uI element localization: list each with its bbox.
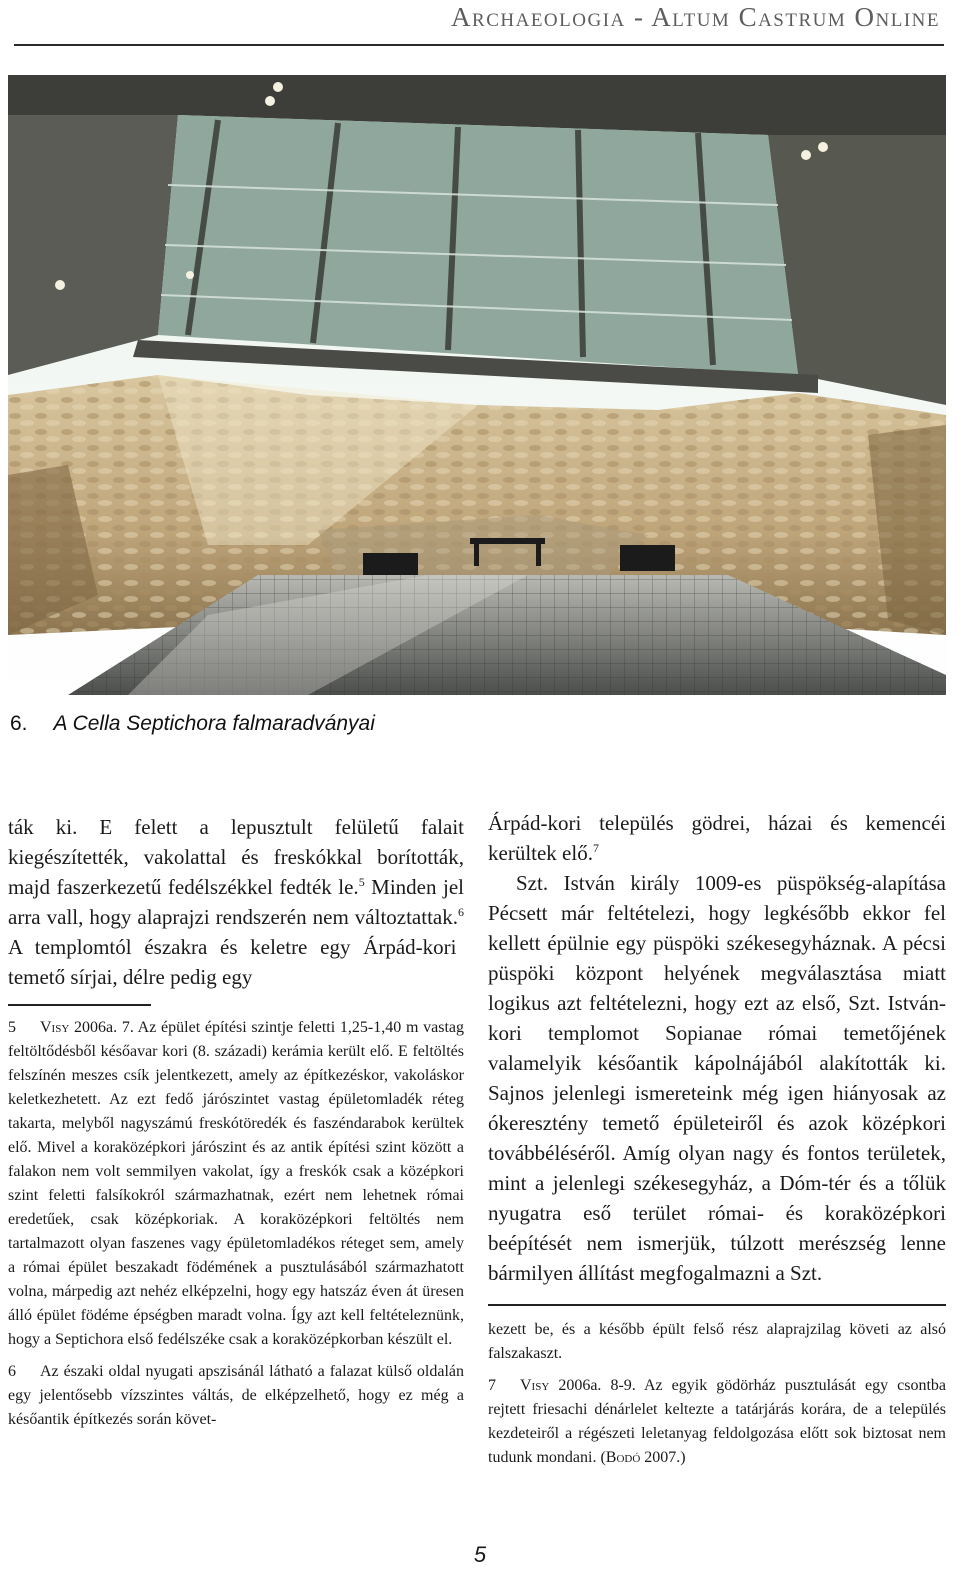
right-column [488,808,946,1470]
left-body-paragraph [8,812,464,992]
footnote-ref-7[interactable]: 7 [592,841,599,855]
header-rule [14,44,944,46]
left-paragraph-part-b: Minden jel arra vall, hogy alaprajzi rendszerén nem változtattak. [8,875,464,929]
figure-caption [10,712,375,736]
right-body-paragraph-2: Szt. István király 1009-es püspökség-alapítása Pécsett már feltételezi, hogy legkésőbb ekkor fel kellett épülnie egy püspöki székesegyháznak. A pécsi püspöki központ helyének megválasztása miatt logikus azt feltételezni, hogy ezt az első, Szt. István-kori templomot Sopianae római temetőjének valamelyik későantik kápolnájából alakították ki. Sajnos jelenlegi ismereteink még igen hiányosak az ókeresztény temető épületeiről és azok középkori továbbéléséről. Amíg olyan nagy és fontos területek, mint a jelenlegi székesegyház, a Dóm-tér és a tőlük nyugatra eső terület római- és koraközépkori beépítését nem ismerjük, túlzott merészség lenne bármilyen állítást megfogalmazni a Szt. [488,871,946,1285]
footnote-7 [488,1374,946,1470]
footnote-7-number: 7 [488,1377,496,1394]
left-paragraph-part-a: ták ki. E felett a lepusztult felületű falait kiegészítették, vakolattal és freskókkal borították, majd faszerkezetű fedélszékkel fedték le. [8,815,464,899]
footnote-7-text: 2006a. 8-9. Az egyik gödörház pusztulását egy csontba rejtett friesachi dénárlelet keltezte a tatárjárás korára, de a település kezdeteiről a régészeti leletanyag feldolgozása előtt sok biztosat nem tudunk mondani. ( [488,1377,946,1466]
footnote-5-author: Visy [40,1019,70,1036]
footnote-5 [8,1016,464,1352]
journal-title: Archaeologia - Altum Castrum Online [451,2,940,32]
footnote-separator [8,1004,151,1006]
left-paragraph-part-c: A templomtól északra és keletre egy Árpád-kori temető sírjai, délre pedig egy [8,935,457,989]
footnote-7-author: Visy [520,1377,550,1394]
footnote-6-continuation: kezett be, és a később épült felső rész alaprajzilag követi az alsó falszakaszt. [488,1321,946,1362]
right-body-paragraph-1 [488,808,946,868]
page-number: 5 [473,1542,487,1567]
footnote-5-number: 5 [8,1019,16,1036]
footnote-6-number: 6 [8,1363,16,1380]
footnote-6 [8,1360,464,1432]
footnote-ref-5[interactable]: 5 [358,875,365,889]
footnote-separator-right [488,1304,946,1306]
right-paragraph-1-text: Árpád-kori település gödrei, házai és kemencéi kerültek elő. [488,811,946,865]
figure-caption-text: A Cella Septichora falmaradványai [53,712,375,735]
footnote-ref-6[interactable]: 6 [458,905,464,919]
running-header [0,0,960,46]
figure-photo [8,75,946,695]
footnote-7-text-2: 2007.) [640,1449,686,1466]
footnote-5-text: 2006a. 7. Az épület építési szintje feletti 1,25-1,40 m vastag feltöltődésből későavar kori (8. századi) kerámia került elő. E feltöltés felszínén meszes csík jelentkezett, amely az építkezéskor, vakoláskor keletkezhetett. Az ezt fedő járószintet vastag épületomladék réteg takarta, melyből nagyszámú freskótöredék és faszéndarabok kerültek elő. Mivel a koraközépkori járószint és az antik építési szint között a falakon nem volt semmilyen vakolat, így a freskók csak a középkori szint feletti falsíkokról származhatnak, ezért nem lehetnek római eredetűek, csak középkoriak. A koraközépkori feltöltés nem tartalmazott olyan faszenes vagy épületomladékos réteget sem, amely a római épület beszakadt födémének a pusztulásából származhatott volna, márpedig azt nehéz elképzelni, hogy egy hatszáz éven át üresen álló épület födéme épségben maradt volna. Így azt kell feltételeznünk, hogy a Septichora első fedélszéke csak a koraközépkorban készült el. [8,1019,464,1348]
left-column [8,812,464,1432]
footnote-7-author-2: Bodó [605,1449,641,1466]
footnote-6-text: Az északi oldal nyugati apszisánál látható a falazat külső oldalán egy jelentősebb vízszintes váltás, de elképzelhető, hogy ez még a későantik építkezés során követ- [8,1363,464,1428]
figure-number: 6. [10,712,28,735]
